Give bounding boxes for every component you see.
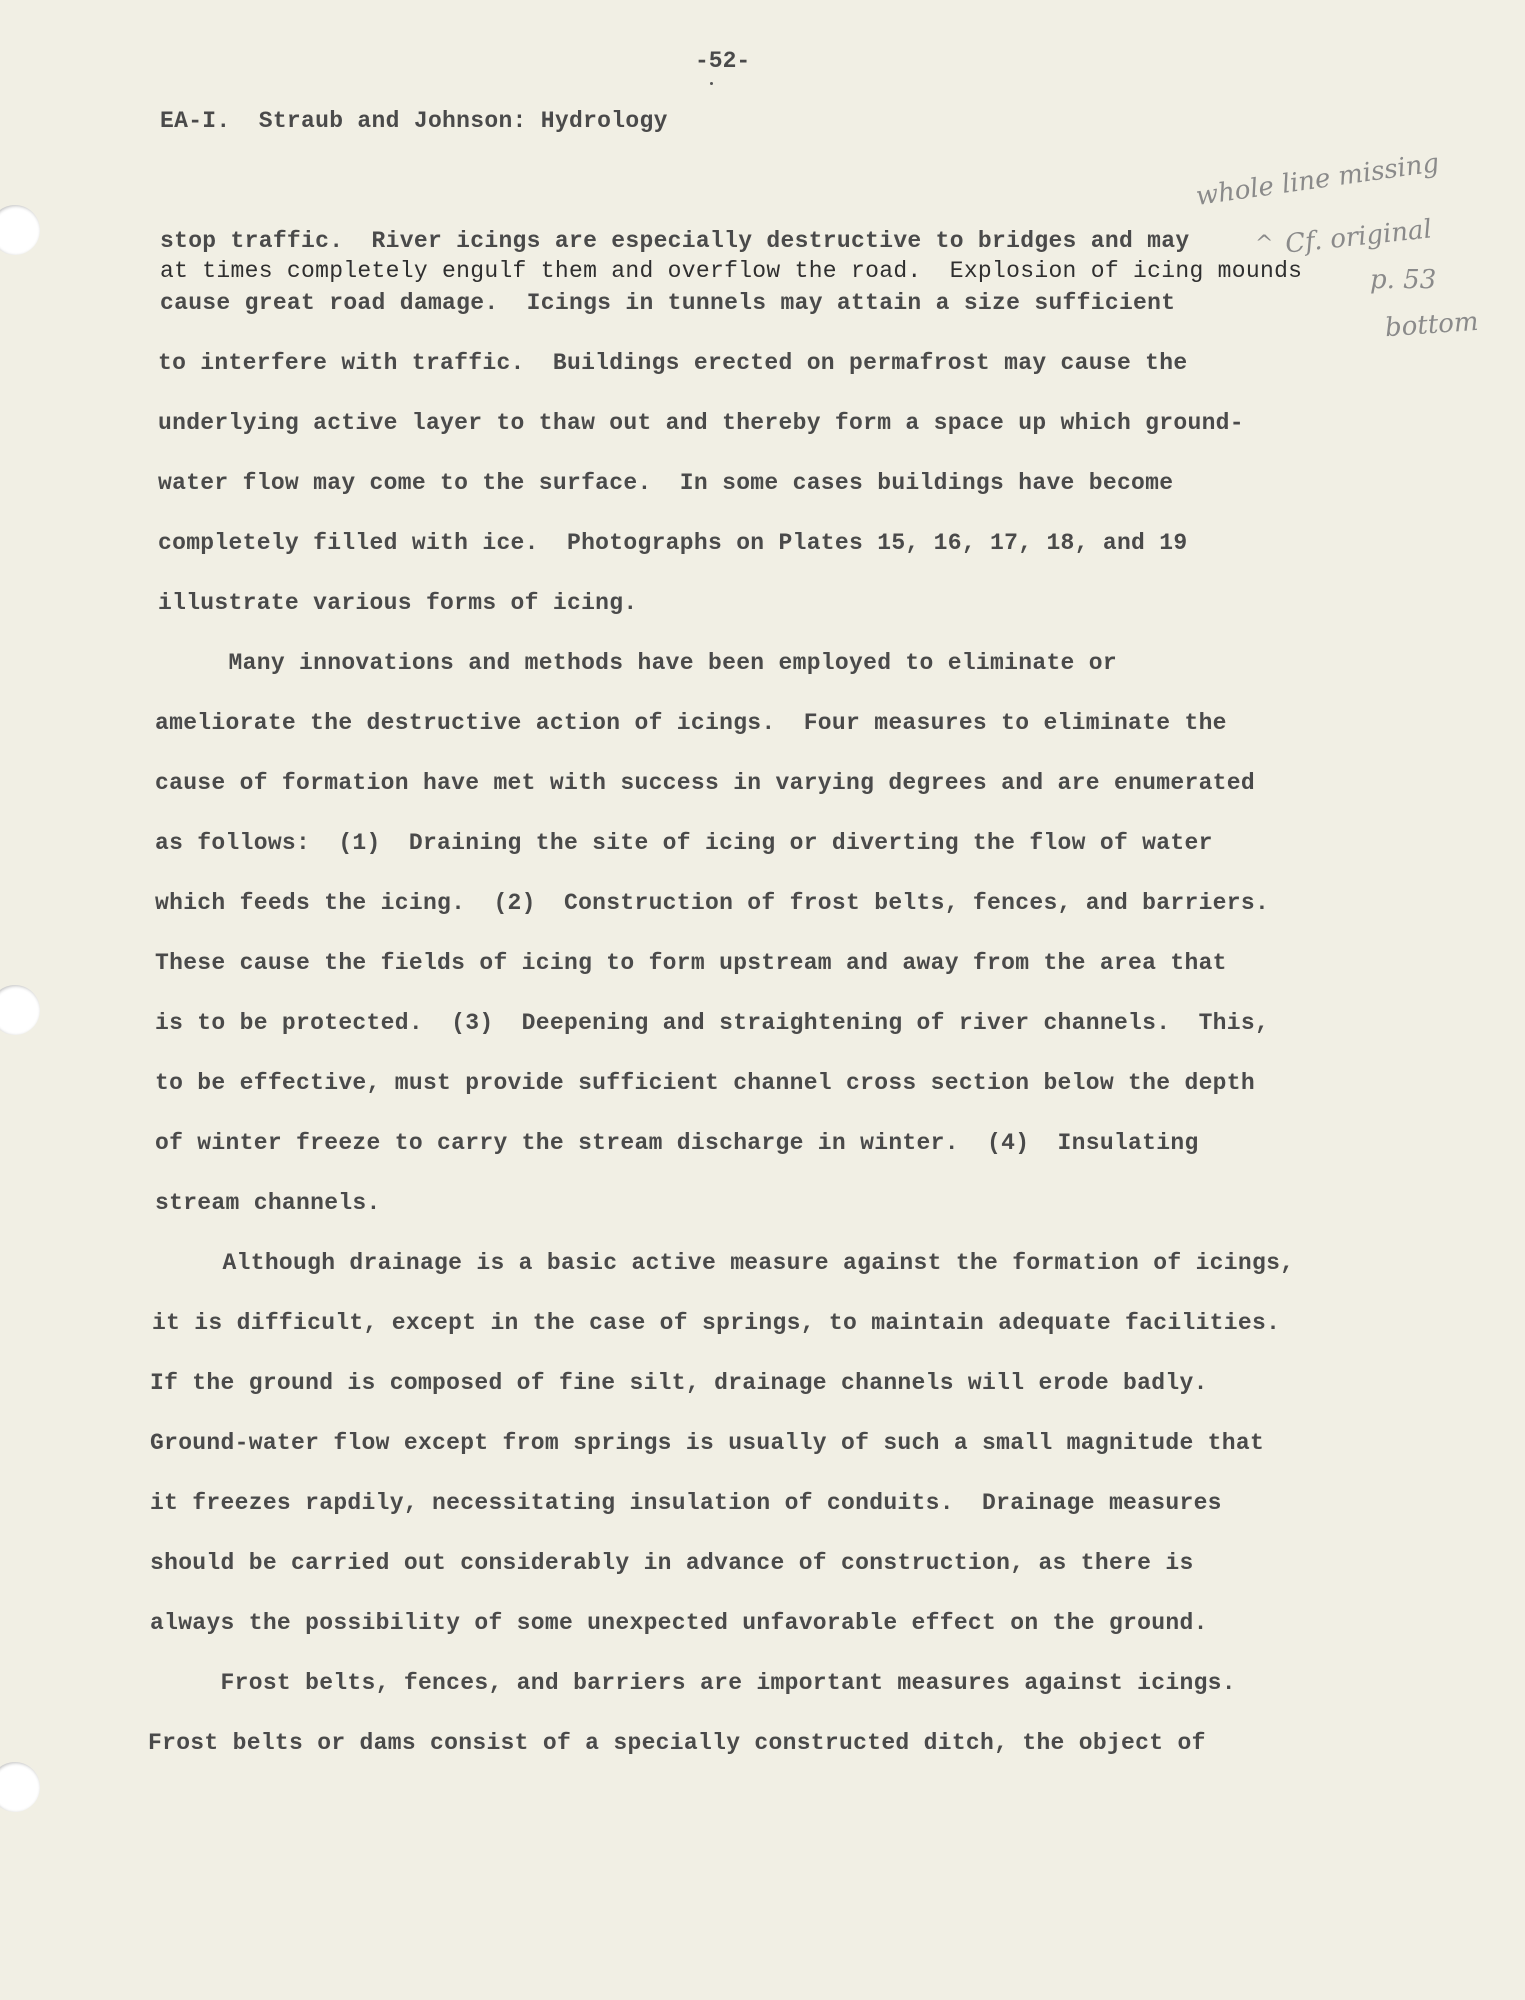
body-line: cause of formation have met with success in varying degrees and are enumerated xyxy=(155,770,1255,796)
handwritten-note-line-1: whole line missing xyxy=(1194,148,1441,212)
body-line: illustrate various forms of icing. xyxy=(158,590,638,616)
body-line: These cause the fields of icing to form upstream and away from the area that xyxy=(155,950,1227,976)
body-line: Frost belts, fences, and barriers are important measures against icings. xyxy=(150,1670,1236,1696)
handwritten-note-line-4: bottom xyxy=(1384,306,1480,344)
body-line: If the ground is composed of fine silt, drainage channels will erode badly. xyxy=(150,1370,1208,1396)
insertion-caret: ^ xyxy=(1255,232,1274,257)
body-line: underlying active layer to thaw out and thereby form a space up which ground- xyxy=(158,410,1244,436)
body-line: cause great road damage. Icings in tunnels may attain a size sufficient xyxy=(160,290,1176,316)
body-line: it is difficult, except in the case of springs, to maintain adequate facilities. xyxy=(152,1310,1281,1336)
body-line: Many innovations and methods have been employed to eliminate or xyxy=(158,650,1117,676)
body-line: stream channels. xyxy=(155,1190,381,1216)
body-line: ameliorate the destructive action of icings. Four measures to eliminate the xyxy=(155,710,1227,736)
handwritten-note-line-2: Cf. original xyxy=(1283,214,1434,260)
body-line: of winter freeze to carry the stream discharge in winter. (4) Insulating xyxy=(155,1130,1199,1156)
body-line: Frost belts or dams consist of a specially constructed ditch, the object of xyxy=(148,1730,1206,1756)
body-line: always the possibility of some unexpected unfavorable effect on the ground. xyxy=(150,1610,1208,1636)
body-line: it freezes rapdily, necessitating insulation of conduits. Drainage measures xyxy=(150,1490,1222,1516)
running-header: EA-I. Straub and Johnson: Hydrology xyxy=(160,108,668,134)
body-line: completely filled with ice. Photographs on Plates 15, 16, 17, 18, and 19 xyxy=(158,530,1188,556)
body-line: as follows: (1) Draining the site of icing or diverting the flow of water xyxy=(155,830,1213,856)
handwritten-note-line-3: p. 53 xyxy=(1370,265,1437,295)
body-line: to be effective, must provide sufficient channel cross section below the depth xyxy=(155,1070,1255,1096)
ink-dot xyxy=(710,82,713,85)
body-line: Ground-water flow except from springs is usually of such a small magnitude that xyxy=(150,1430,1265,1456)
body-line: water flow may come to the surface. In some cases buildings have become xyxy=(158,470,1174,496)
body-line: which feeds the icing. (2) Construction of frost belts, fences, and barriers. xyxy=(155,890,1270,916)
punch-hole xyxy=(0,1762,40,1812)
body-line: is to be protected. (3) Deepening and straightening of river channels. This, xyxy=(155,1010,1270,1036)
body-line: to interfere with traffic. Buildings erected on permafrost may cause the xyxy=(158,350,1188,376)
punch-hole xyxy=(0,205,40,255)
body-line: stop traffic. River icings are especially destructive to bridges and may xyxy=(160,228,1190,254)
body-line-inserted: at times completely engulf them and overflow the road. Explosion of icing mounds xyxy=(160,258,1303,284)
body-line: Although drainage is a basic active measure against the formation of icings, xyxy=(152,1250,1295,1276)
page-number: -52- xyxy=(695,48,751,74)
body-line: should be carried out considerably in advance of construction, as there is xyxy=(150,1550,1194,1576)
punch-hole xyxy=(0,985,40,1035)
